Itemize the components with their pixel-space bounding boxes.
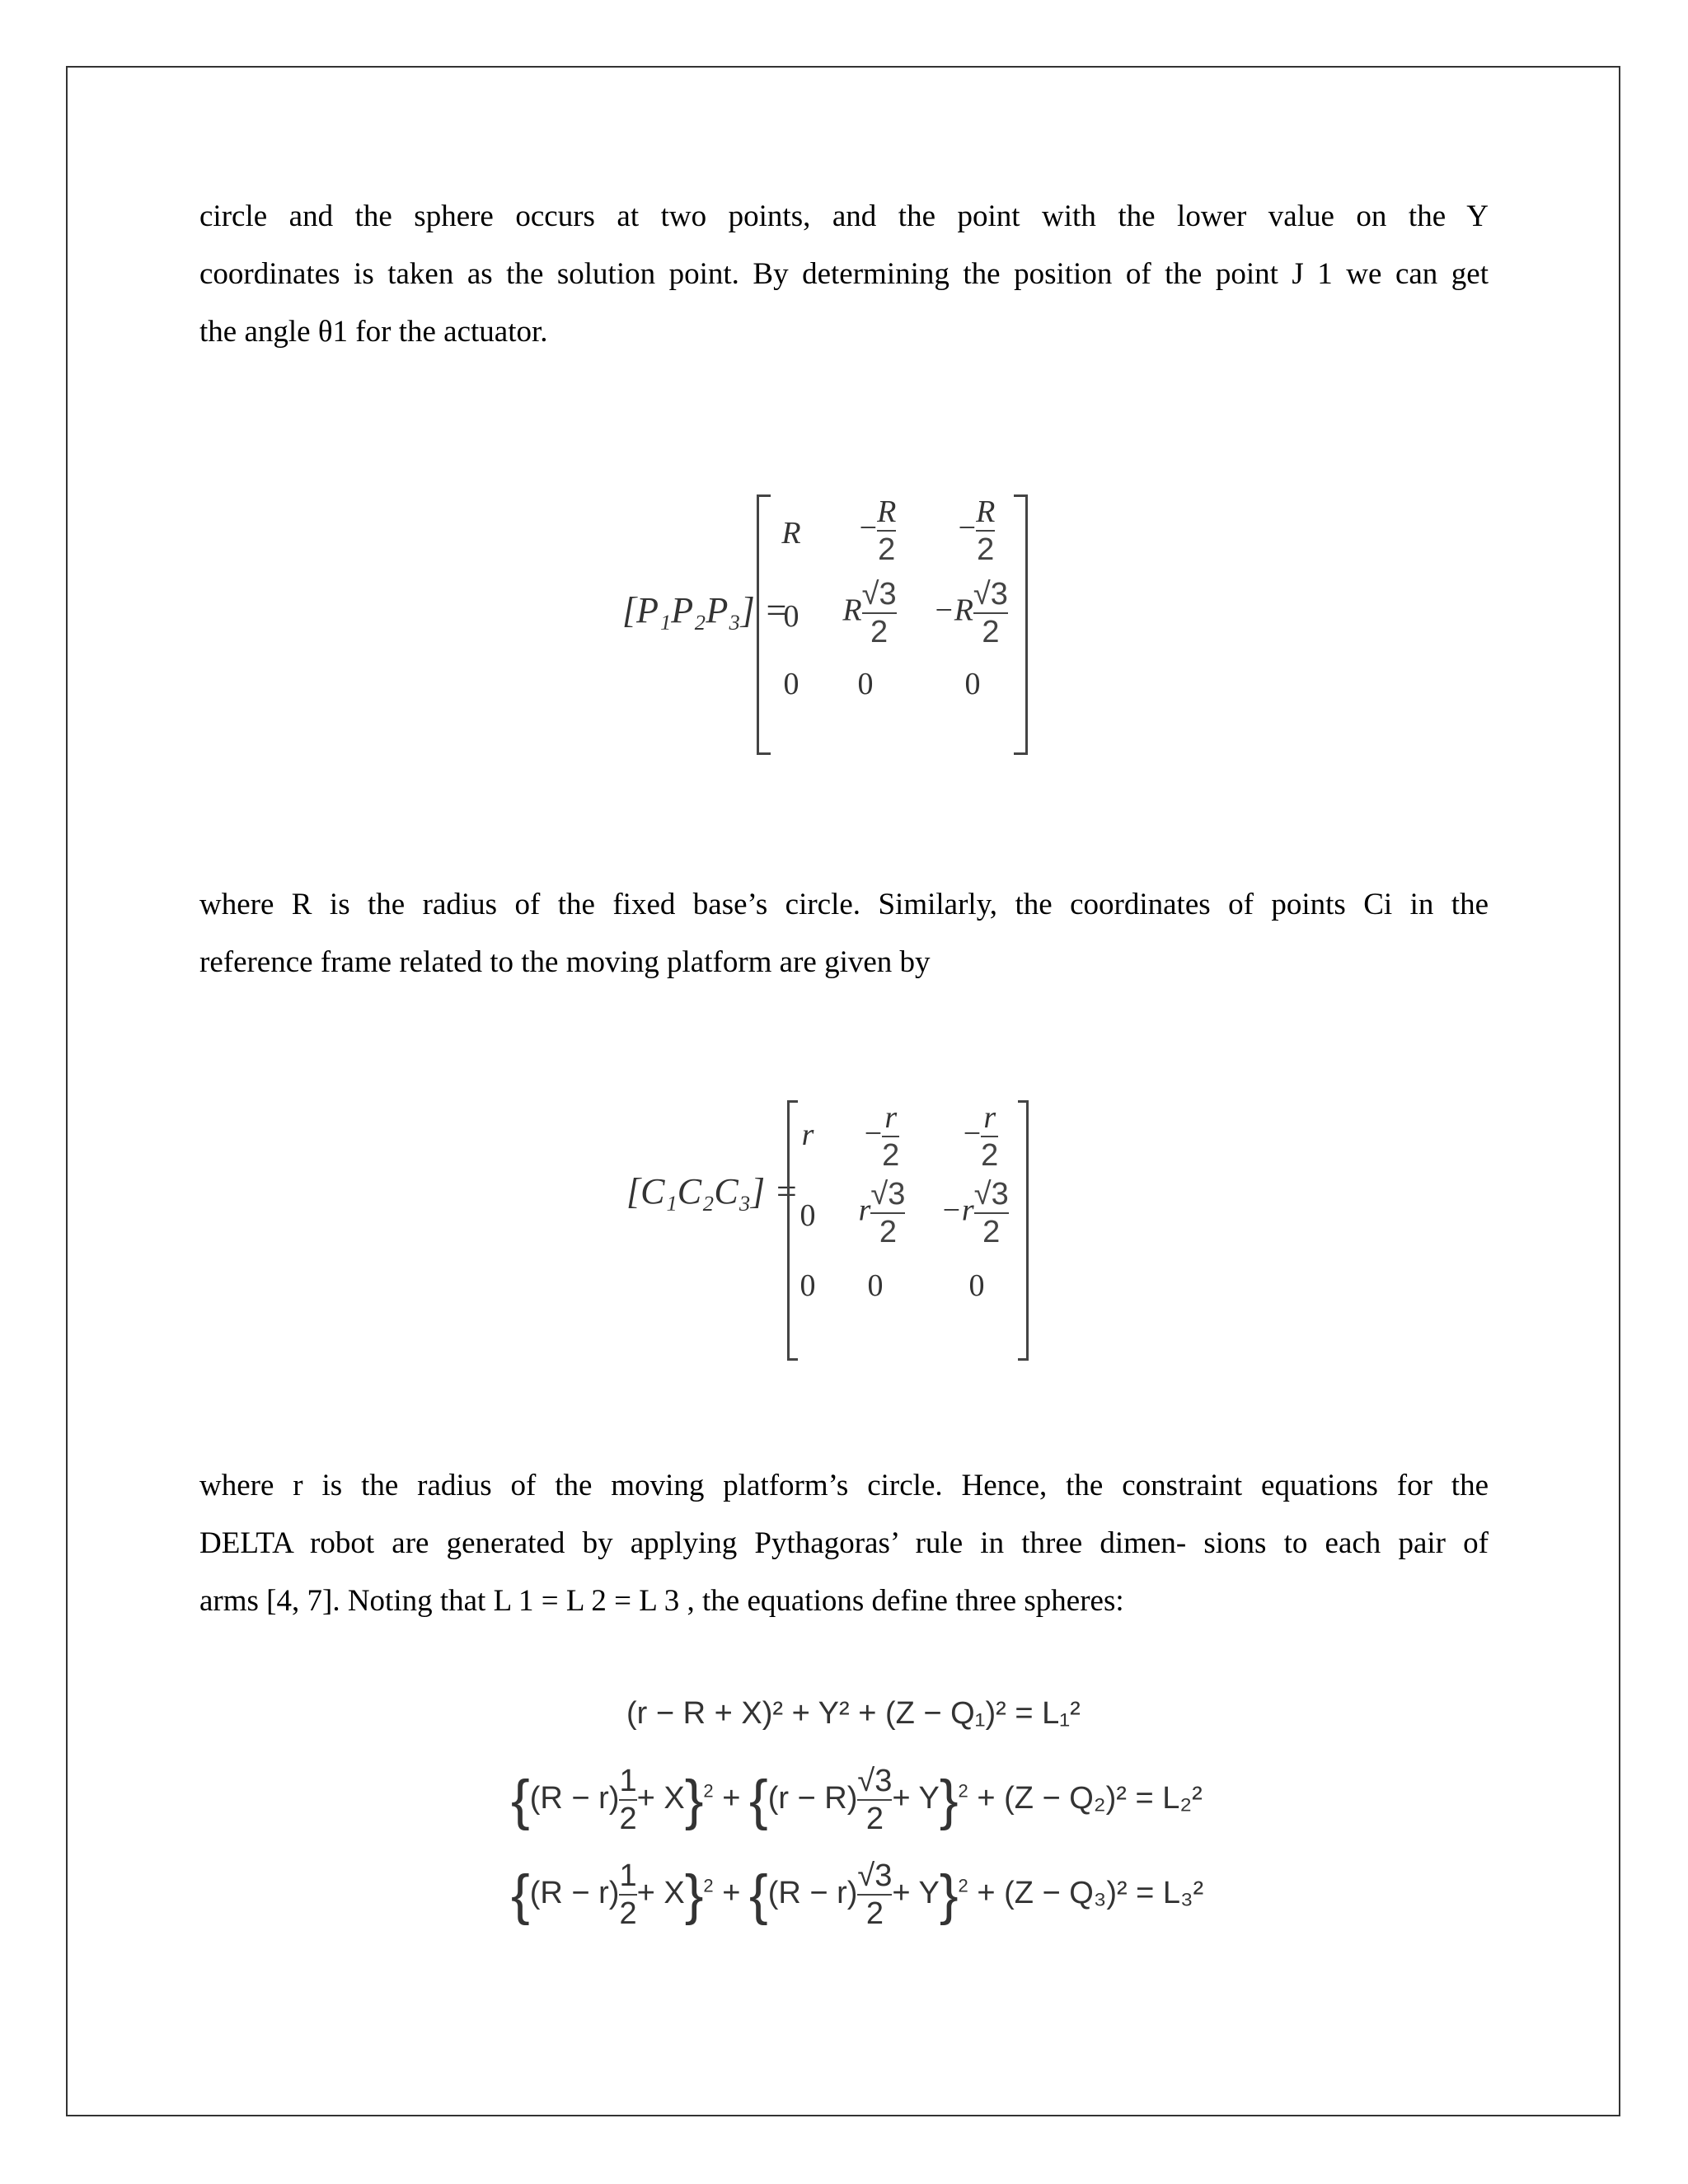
text-line: circle and the sphere occurs at two points, and the point with the lower value on the Y xyxy=(199,199,1489,233)
matrix-cell: − $\frac{R}{2}$ xyxy=(859,494,897,567)
matrix-cell: 0 xyxy=(964,667,981,701)
text-line: coordinates is taken as the solution point. By determining the position of the point J 1 we can get xyxy=(199,257,1489,291)
matrix-cell: 0 xyxy=(783,667,799,701)
paragraph-2 xyxy=(199,876,1489,991)
matrix-cell: − $\frac{R}{2}$ xyxy=(958,494,996,567)
matrix-c-label: [C₁C₂C₃] = xyxy=(626,1171,799,1212)
text-line: arms [4, 7]. Noting that L 1 = L 2 = L 3 , the equations define three spheres: xyxy=(199,1584,1124,1618)
matrix-cell: r $\frac{√3}{2}$ xyxy=(858,1177,906,1249)
matrix-cell: R $\frac{√3}{2}$ xyxy=(842,577,897,649)
matrix-cell: 0 xyxy=(799,1268,816,1303)
text-line: the angle θ1 for the actuator. xyxy=(199,315,548,349)
matrix-cell: r xyxy=(801,1118,814,1152)
matrix-cell: 0 xyxy=(799,1198,816,1233)
matrix-cell: −r $\frac{√3}{2}$ xyxy=(940,1177,1009,1249)
matrix-bracket-left xyxy=(757,494,771,755)
matrix-p-label: [P₁P₂P₃] = xyxy=(622,590,789,630)
text-line: where r is the radius of the moving platform’s circle. Hence, the constraint equations for the xyxy=(199,1469,1489,1502)
text-line: where R is the radius of the fixed base’s circle. Similarly, the coordinates of points Ci in the xyxy=(199,888,1489,921)
paragraph-3 xyxy=(199,1457,1489,1630)
sphere-equation-2: {(R − r) $\frac{1}{2}$ + X}$^2$ + {(r − R) $\frac{√3}{2}$ + Y}$^2$ + (Z − Q₂)² = L₂² xyxy=(511,1764,1203,1836)
matrix-cell: −R $\frac{√3}{2}$ xyxy=(933,577,1008,649)
matrix-cell: − $\frac{r}{2}$ xyxy=(963,1100,999,1173)
sphere-equation-3: {(R − r) $\frac{1}{2}$ + X}$^2$ + {(R − r) $\frac{√3}{2}$ + Y}$^2$ + (Z − Q₃)² = L₃² xyxy=(511,1858,1204,1931)
matrix-cell: − $\frac{r}{2}$ xyxy=(864,1100,900,1173)
matrix-cell: R xyxy=(781,516,801,551)
sphere-equation-1: (r − R + X)² + Y² + (Z − Q₁)² = L₁² xyxy=(626,1696,1081,1731)
matrix-cell: 0 xyxy=(783,599,799,634)
paragraph-1 xyxy=(199,188,1489,361)
text-line: DELTA robot are generated by applying Pythagoras’ rule in three dimen- sions to each pair of xyxy=(199,1526,1489,1560)
matrix-cell: 0 xyxy=(968,1268,985,1303)
text-line: reference frame related to the moving platform are given by xyxy=(199,945,931,979)
matrix-cell: 0 xyxy=(867,1268,884,1303)
matrix-cell: 0 xyxy=(857,667,874,701)
